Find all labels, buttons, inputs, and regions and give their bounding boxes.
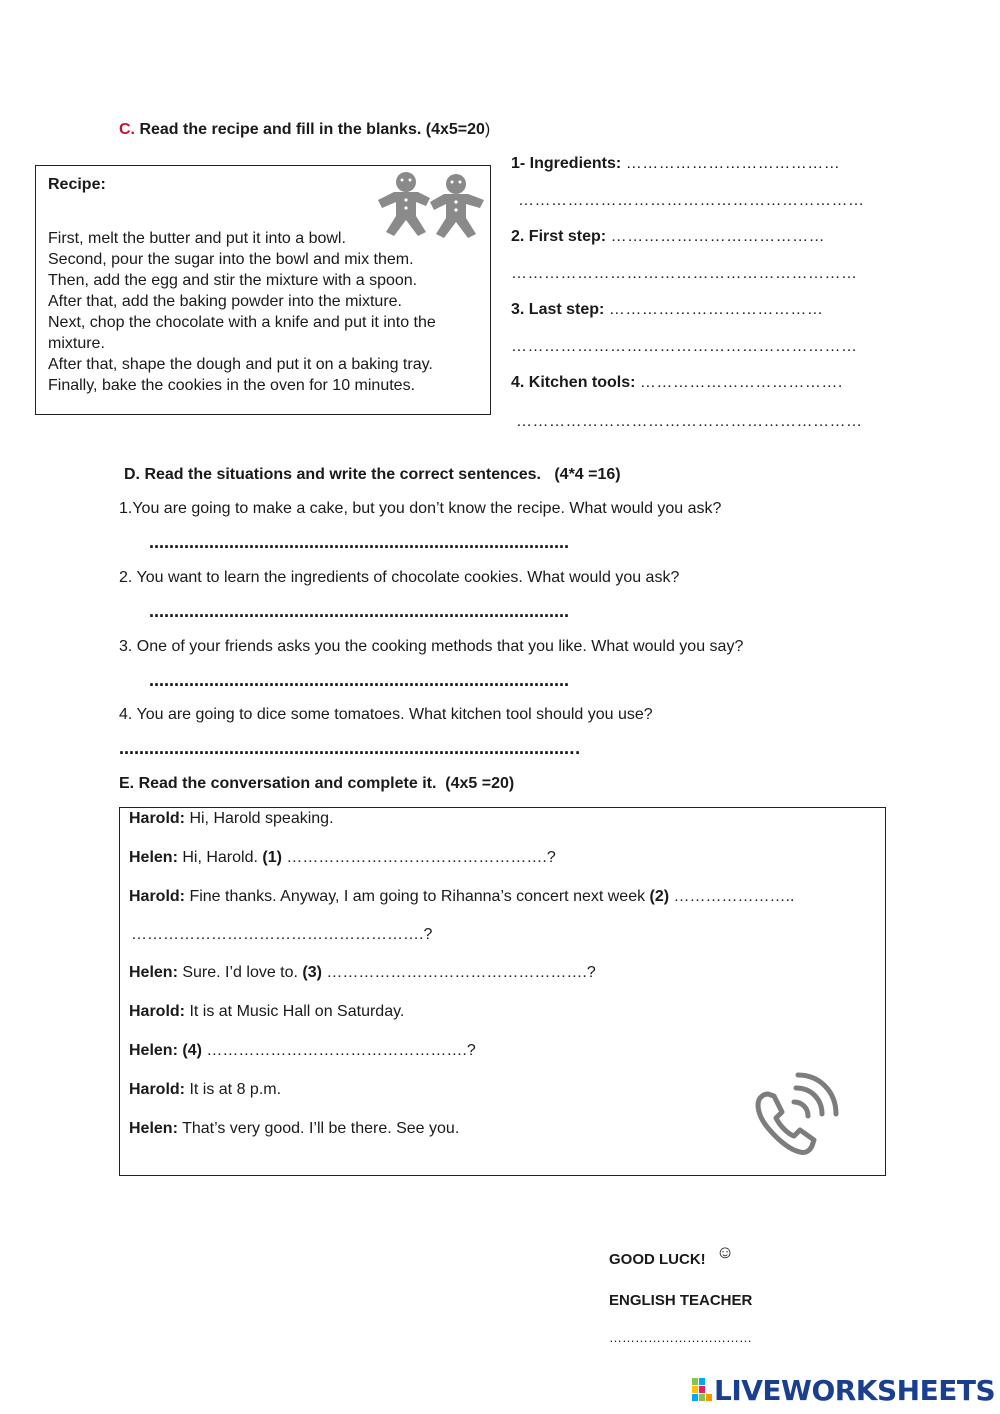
dialog-line	[129, 1119, 459, 1139]
dialog-text: That’s very good. I’ll be there. See you.	[177, 1120, 460, 1137]
answer-blank[interactable]: ………………………………………….?	[201, 1042, 476, 1059]
recipe-steps	[48, 228, 468, 396]
answer-blank[interactable]: ………………………………………………………	[511, 338, 858, 355]
good-luck	[609, 1242, 735, 1269]
situation-item: 4. You are going to dice some tomatoes. What kitchen tool should you use?	[119, 706, 653, 723]
dialog-text: Hi, Harold speaking.	[185, 810, 334, 827]
recipe-box	[35, 165, 491, 415]
answer-blank[interactable]: …………………………………………………………………………	[149, 603, 569, 621]
question-label: 4. Kitchen tools:	[511, 374, 636, 391]
logo-text: LIVEWORKSHEETS	[714, 1373, 996, 1407]
answer-blank[interactable]: ………………………………………….?	[321, 964, 596, 981]
speaker: Harold:	[129, 810, 185, 827]
dialog-text: Hi, Harold.	[177, 849, 263, 866]
section-e-heading-text: E. Read the conversation and complete it.	[119, 775, 437, 792]
dialog-text: Fine thanks. Anyway, I am going to Rihanna’s concert next week	[185, 888, 650, 905]
recipe-step: Second, pour the sugar into the bowl and mix them.	[48, 251, 414, 268]
situation-item: 1.You are going to make a cake, but you don’t know the recipe. What would you ask?	[119, 500, 722, 517]
answer-blank[interactable]: ……………………………….	[639, 374, 843, 391]
dialog-line	[129, 963, 596, 983]
situation-item: 3. One of your friends asks you the cooking methods that you like. What would you say?	[119, 638, 744, 655]
section-e-points: (4x5 =20)	[445, 775, 515, 792]
recipe-step: After that, add the baking powder into the mixture.	[48, 293, 402, 310]
dialog-line	[129, 1041, 476, 1061]
question-first-step	[511, 226, 825, 247]
question-label: 2. First step:	[511, 228, 607, 245]
speaker: Helen:	[129, 1120, 178, 1137]
section-d-heading-text: D. Read the situations and write the correct sentences.	[124, 466, 541, 483]
logo-blocks-icon	[692, 1378, 714, 1402]
question-last-step	[511, 299, 823, 320]
recipe-step: First, melt the butter and put it into a bowl.	[48, 230, 346, 247]
recipe-title: Recipe:	[48, 176, 106, 193]
good-luck-text: GOOD LUCK!	[609, 1251, 706, 1268]
answer-blank[interactable]: ……………………………………………….?	[131, 926, 433, 943]
dialog-line	[129, 1080, 281, 1100]
speaker: Harold:	[129, 888, 185, 905]
answer-blank[interactable]: …………………………………	[608, 301, 824, 318]
english-teacher: ENGLISH TEACHER	[609, 1292, 753, 1309]
recipe-step: After that, shape the dough and put it on a baking tray.	[48, 356, 433, 373]
blank-number: (3)	[302, 964, 322, 981]
speaker: Helen:	[129, 964, 178, 981]
conversation-box	[119, 807, 886, 1176]
situation-item: 2. You want to learn the ingredients of chocolate cookies. What would you ask?	[119, 569, 680, 586]
answer-blank[interactable]: …………………………………………………………………………	[149, 672, 569, 690]
recipe-step: Then, add the egg and stir the mixture with a spoon.	[48, 272, 418, 289]
section-c-heading-paren: )	[484, 121, 491, 138]
answer-blank[interactable]: ………………………………………………………	[511, 265, 858, 282]
speaker: Harold:	[129, 1003, 185, 1020]
question-ingredients	[511, 153, 840, 174]
recipe-step: mixture.	[48, 335, 105, 352]
speaker: Helen:	[129, 1042, 178, 1059]
speaker: Helen:	[129, 849, 178, 866]
answer-blank[interactable]: …………………………………	[610, 228, 826, 245]
dialog-line	[129, 809, 334, 829]
answer-blank[interactable]: …………………..	[669, 888, 795, 905]
answer-blank[interactable]: ………………………………………….?	[281, 849, 556, 866]
answer-blank[interactable]: ………………………………………………………………………………..	[119, 740, 581, 758]
dialog-line	[129, 887, 794, 907]
liveworksheets-logo[interactable]	[692, 1373, 996, 1407]
section-d-heading	[124, 464, 621, 485]
question-label: 3. Last step:	[511, 301, 605, 318]
dialog-line	[129, 1002, 404, 1022]
section-c-letter: C.	[119, 121, 135, 138]
blank-number: (1)	[262, 849, 282, 866]
phone-icon	[754, 1072, 844, 1158]
section-c-heading	[119, 119, 490, 140]
answer-blank[interactable]: ………………………………………………………	[516, 413, 863, 430]
answer-blank[interactable]: ………………………………………………………	[518, 192, 865, 209]
answer-blank[interactable]: …………………………………	[625, 155, 841, 172]
smiley-icon: ☺	[715, 1242, 735, 1262]
signature-line[interactable]: ……………………………	[609, 1330, 752, 1345]
question-kitchen-tools	[511, 372, 843, 393]
speaker: Harold:	[129, 1081, 185, 1098]
section-c-heading-text: Read the recipe and fill in the blanks. (4x5=20	[139, 121, 485, 138]
answer-blank[interactable]: …………………………………………………………………………	[149, 534, 569, 552]
dialog-line	[131, 925, 432, 945]
section-e-heading	[119, 773, 514, 794]
dialog-text: It is at 8 p.m.	[185, 1081, 282, 1098]
dialog-text: It is at Music Hall on Saturday.	[185, 1003, 405, 1020]
recipe-step: Finally, bake the cookies in the oven for 10 minutes.	[48, 377, 416, 394]
question-label: 1- Ingredients:	[511, 155, 622, 172]
section-d-points: (4*4 =16)	[554, 466, 621, 483]
blank-number: (4)	[182, 1042, 202, 1059]
dialog-line	[129, 848, 556, 868]
dialog-text: Sure. I’d love to.	[177, 964, 303, 981]
blank-number: (2)	[649, 888, 670, 905]
recipe-step: Next, chop the chocolate with a knife and put it into the	[48, 314, 436, 331]
